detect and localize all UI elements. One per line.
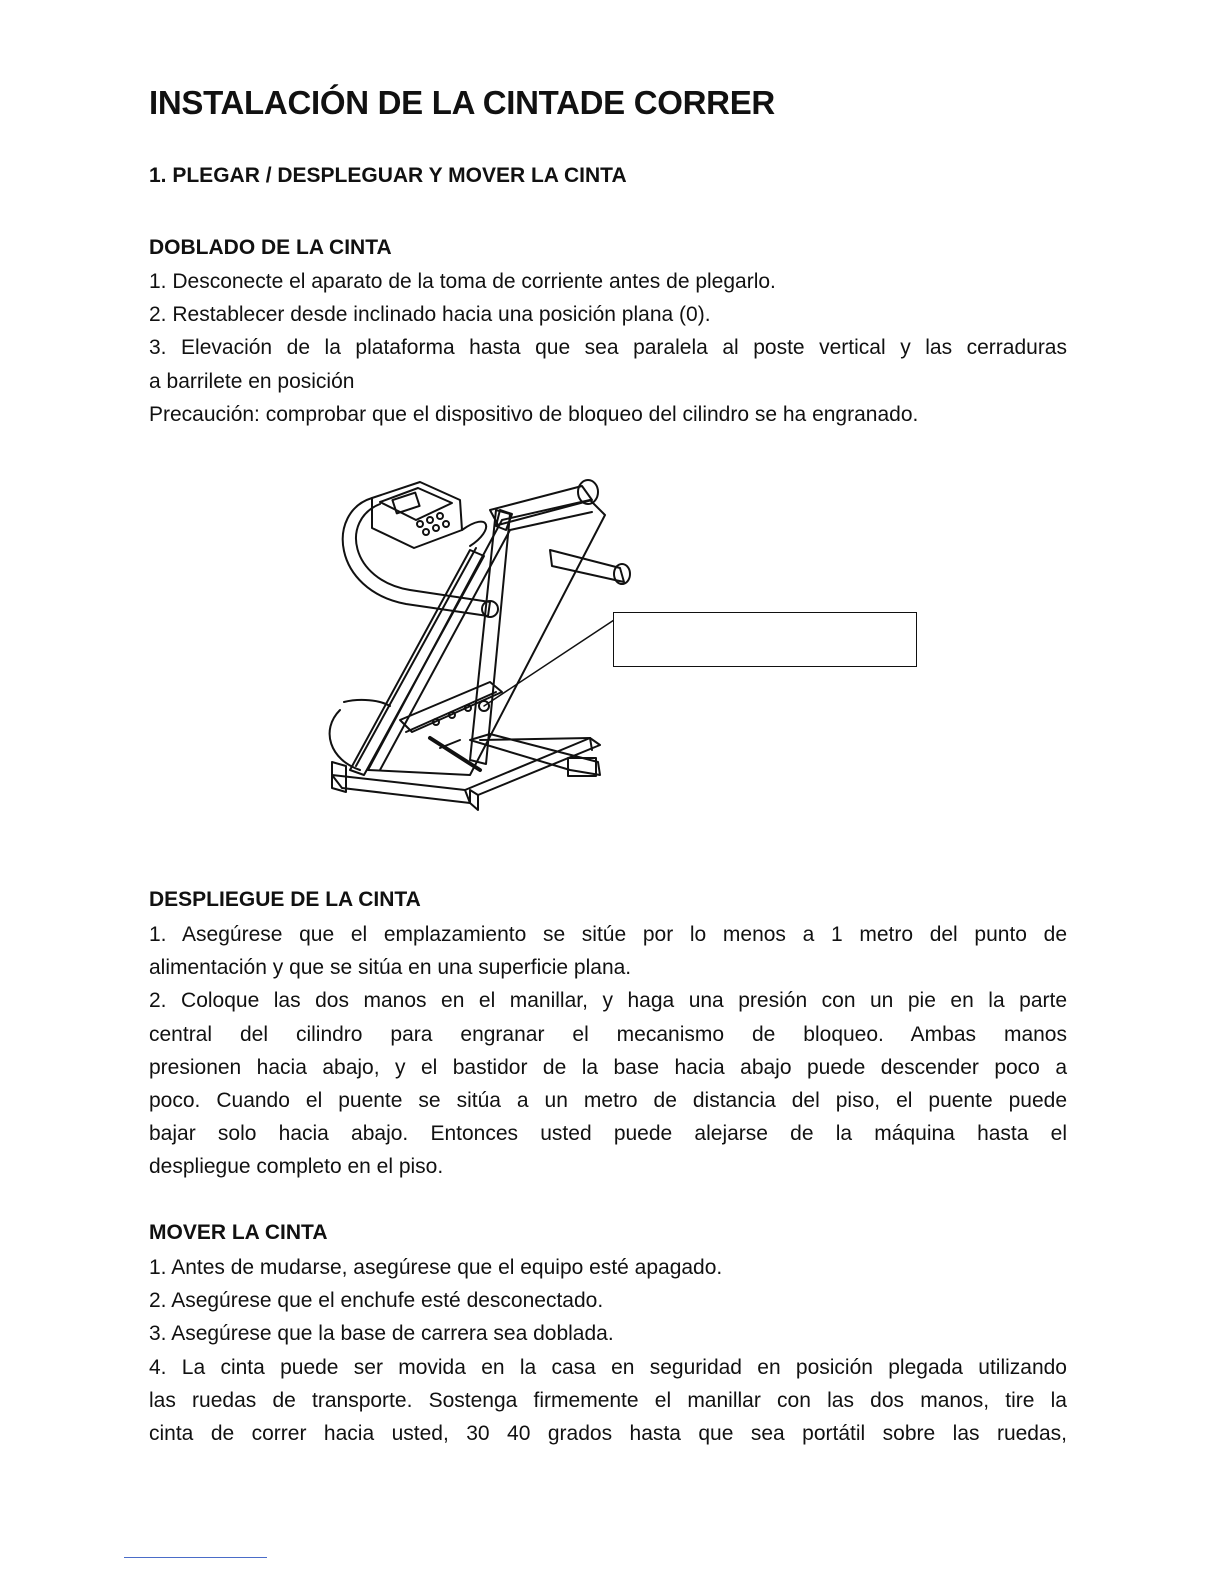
footnote-divider bbox=[124, 1557, 267, 1558]
moving-line-3: 3. Asegúrese que la base de carrera sea doblada. bbox=[149, 1322, 614, 1346]
moving-line-5: las ruedas de transporte. Sostenga firmemente el manillar con las dos manos, tire la bbox=[149, 1388, 1067, 1412]
unfolding-line-7: bajar solo hacia abajo. Entonces usted puede alejarse de la máquina hasta el bbox=[149, 1122, 1067, 1146]
folding-line-4: a barrilete en posición bbox=[149, 369, 355, 393]
unfolding-line-3: 2. Coloque las dos manos en el manillar, y haga una presión con un pie en la parte bbox=[149, 989, 1067, 1013]
unfolding-line-8: despliegue completo en el piso. bbox=[149, 1155, 444, 1179]
folding-heading: DOBLADO DE LA CINTA bbox=[149, 236, 392, 259]
moving-heading: MOVER LA CINTA bbox=[149, 1221, 328, 1244]
moving-line-1: 1. Antes de mudarse, asegúrese que el equipo esté apagado. bbox=[149, 1256, 723, 1279]
unfolding-line-6: poco. Cuando el puente se sitúa a un metro de distancia del piso, el puente puede bbox=[149, 1089, 1067, 1113]
moving-line-2: 2. Asegúrese que el enchufe esté desconectado. bbox=[149, 1289, 604, 1313]
moving-line-6: cinta de correr hacia usted, 30 40 grados hasta que sea portátil sobre las ruedas, bbox=[149, 1422, 1067, 1446]
moving-instructions bbox=[149, 1251, 1067, 1450]
unfolding-line-1: 1. Asegúrese que el emplazamiento se sitúe por lo menos a 1 metro del punto de bbox=[149, 923, 1067, 946]
moving-line-4: 4. La cinta puede ser movida en la casa en seguridad en posición plegada utilizando bbox=[149, 1355, 1067, 1379]
folding-line-1: 1. Desconecte el aparato de la toma de corriente antes de plegarlo. bbox=[149, 270, 776, 293]
folding-line-2: 2. Restablecer desde inclinado hacia una posición plana (0). bbox=[149, 303, 711, 327]
folding-caution: Precaución: comprobar que el dispositivo de bloqueo del cilindro se ha engranado. bbox=[149, 402, 919, 426]
unfolding-line-5: presionen hacia abajo, y el bastidor de la base hacia abajo puede descender poco a bbox=[149, 1055, 1067, 1079]
folding-instructions bbox=[149, 265, 1067, 431]
unfolding-heading: DESPLIEGUE DE LA CINTA bbox=[149, 888, 421, 911]
page-title: INSTALACIÓN DE LA CINTADE CORRER bbox=[149, 84, 775, 121]
figure-callout-label bbox=[613, 612, 917, 667]
section-heading-fold-unfold-move: 1. PLEGAR / DESPLEGUAR Y MOVER LA CINTA bbox=[149, 164, 627, 187]
unfolding-line-2: alimentación y que se sitúa en una superficie plana. bbox=[149, 956, 632, 980]
unfolding-line-4: central del cilindro para engranar el mecanismo de bloqueo. Ambas manos bbox=[149, 1022, 1067, 1046]
unfolding-instructions bbox=[149, 918, 1067, 1184]
folding-line-3: 3. Elevación de la plataforma hasta que sea paralela al poste vertical y las cerraduras bbox=[149, 336, 1067, 360]
